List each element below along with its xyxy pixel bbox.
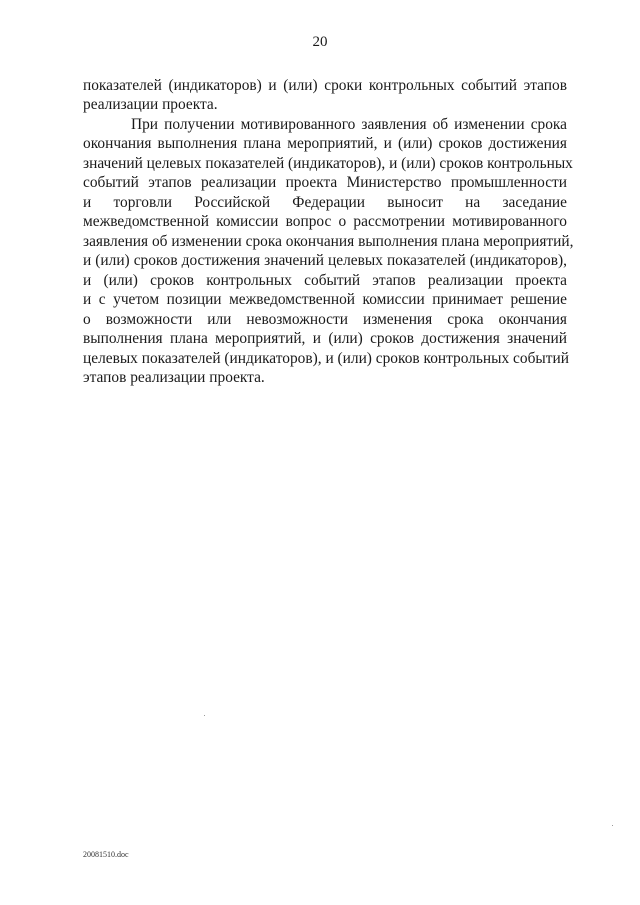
text-line: о возможности или невозможности изменения срока окончания	[83, 311, 567, 328]
scan-speck	[612, 825, 613, 826]
text-line: заявления об изменении срока окончания выполнения плана мероприятий,	[83, 233, 574, 250]
text-line: и торговли Российской Федерации выносит на заседание	[83, 194, 567, 211]
text-line: При получении мотивированного заявления об изменении срока	[131, 116, 567, 133]
page-number: 20	[312, 34, 328, 50]
text-line: окончания выполнения плана мероприятий, и (или) сроков достижения	[83, 135, 567, 152]
scan-speck	[204, 715, 205, 716]
text-line: выполнения плана мероприятий, и (или) сроков достижения значений	[83, 330, 567, 347]
text-line: целевых показателей (индикаторов), и (или) сроков контрольных событий	[83, 350, 569, 367]
text-line: этапов реализации проекта.	[83, 369, 265, 386]
text-line: значений целевых показателей (индикаторов), и (или) сроков контрольных	[83, 155, 573, 172]
text-line: и (или) сроков контрольных событий этапов реализации проекта	[83, 272, 567, 289]
text-line: показателей (индикаторов) и (или) сроки контрольных событий этапов	[83, 77, 567, 94]
text-line: и (или) сроков достижения значений целевых показателей (индикаторов),	[83, 252, 567, 269]
text-line: и с учетом позиции межведомственной комиссии принимает решение	[83, 291, 567, 308]
text-line: реализации проекта.	[83, 96, 218, 113]
file-name-footer: 20081510.doc	[83, 850, 129, 859]
text-line: событий этапов реализации проекта Министерство промышленности	[83, 174, 567, 191]
text-line: межведомственной комиссии вопрос о рассмотрении мотивированного	[83, 213, 567, 230]
